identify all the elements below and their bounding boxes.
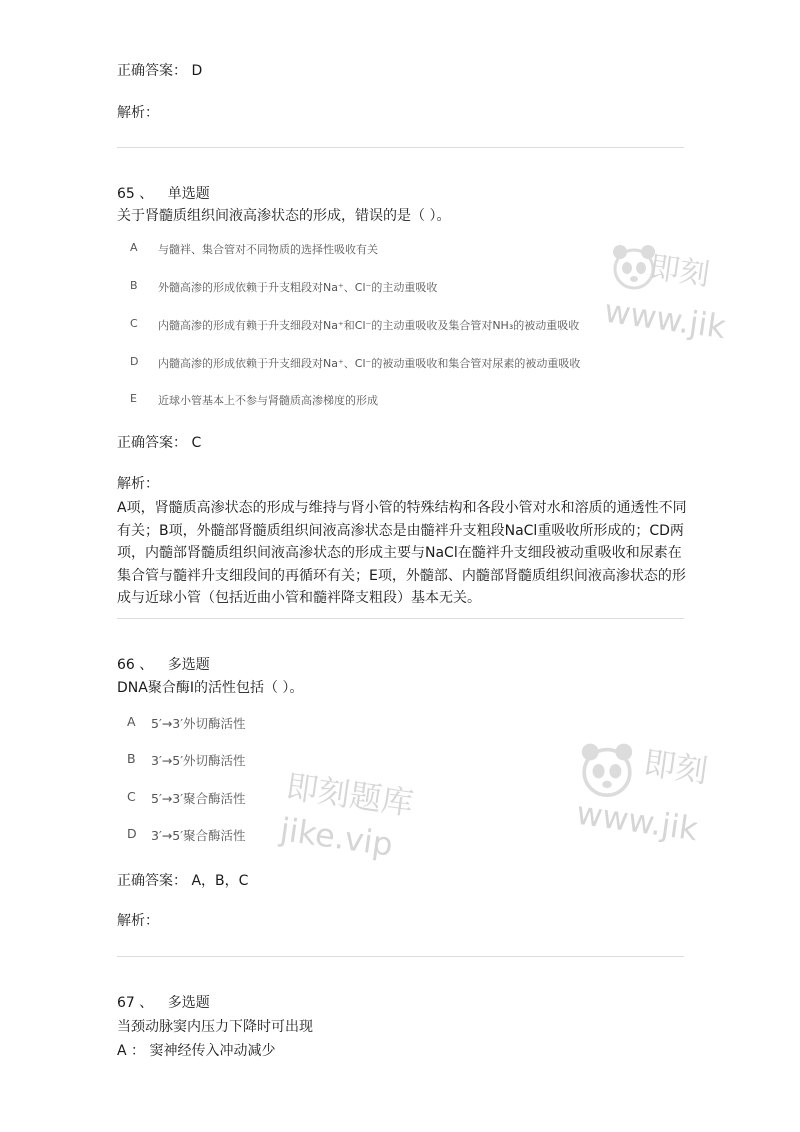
option-letter: C [130, 317, 138, 330]
question-type: 单选题 [167, 186, 210, 202]
option-text: 近球小管基本上不参与肾髓质高渗梯度的形成 [158, 394, 378, 407]
option-text: 内髓高渗的形成有赖于升支细段对Na⁺和Cl⁻的主动重吸收及集合管对NH₃的被动重吸收 [158, 319, 580, 332]
q67-header [117, 992, 210, 1014]
option-letter: A [130, 241, 138, 254]
q65-header [117, 183, 210, 205]
watermark-1 [600, 236, 729, 361]
option-text: 内髓高渗的形成依赖于升支细段对Na⁺、Cl⁻的被动重吸收和集合管对尿素的被动重吸收 [158, 357, 581, 370]
question-type: 多选题 [167, 657, 210, 673]
divider [117, 147, 684, 148]
divider [117, 618, 684, 619]
question-number: 66 、 [117, 657, 154, 673]
question-number: 67 、 [117, 995, 154, 1011]
question-type: 多选题 [167, 995, 210, 1011]
watermark-cn: 即刻题库 [283, 767, 416, 823]
answer-value: D [191, 63, 203, 79]
option-text: 与髓袢、集合管对不同物质的选择性吸收有关 [158, 243, 378, 256]
q65-answer [117, 432, 201, 454]
option-text: 3′→5′聚合酶活性 [151, 828, 246, 843]
answer-label: 正确答案： [117, 63, 187, 79]
q67-stem: 当颈动脉窦内压力下降时可出现 [117, 1019, 313, 1035]
prev-explain-label: 解析： [117, 105, 159, 121]
q66-header [117, 654, 210, 676]
option-letter: B [127, 751, 136, 766]
option-letter: C [127, 789, 136, 804]
option-text: 外髓高渗的形成依赖于升支粗段对Na⁺、Cl⁻的主动重吸收 [158, 281, 438, 294]
watermark-3 [572, 730, 711, 860]
option-text: 5′→3′聚合酶活性 [151, 791, 246, 806]
option-letter: D [127, 826, 137, 841]
watermark-url: jike.vip [277, 810, 396, 864]
prev-answer [117, 60, 202, 82]
option-letter: E [130, 392, 137, 405]
q66-stem: DNA聚合酶I的活性包括（ ）。 [117, 680, 304, 696]
q65-explanation: A项，肾髓质高渗状态的形成与维持与肾小管的特殊结构和各段小管对水和溶质的通透性不同有关；B项，外髓部肾髓质组织间液高渗状态是由髓袢升支粗段NaCl重吸收所形成的；CD两项，内髓部肾髓质组织间液高渗状态的形成主要与NaCl在髓袢升支细段被动重吸收和尿素在集合管与髓袢升支细段间的再循环有关；E项，外髓部、内髓部肾髓质组织间液高渗状态的形成与近球小管（包括近曲小管和髓袢降支粗段）基本无关。 [117, 500, 687, 606]
panda-watermark-icon [578, 740, 636, 800]
divider [117, 956, 684, 957]
watermark-cn: 即刻 [647, 249, 712, 293]
answer-label: 正确答案： [117, 435, 187, 451]
watermark-url: www.jik [573, 793, 701, 849]
q66-answer [117, 870, 248, 892]
answer-label: 正确答案： [117, 873, 187, 889]
answer-value: A，B，C [191, 873, 249, 889]
option-text: 3′→5′外切酶活性 [151, 753, 246, 768]
watermark-cn: 即刻 [641, 743, 711, 791]
q65-stem: 关于肾髓质组织间液高渗状态的形成，错误的是（ ）。 [117, 208, 451, 224]
q66-explain-label: 解析： [117, 913, 159, 929]
option-text: 5′→3′外切酶活性 [151, 716, 246, 731]
option-letter: D [130, 355, 139, 368]
answer-value: C [191, 435, 202, 451]
q65-explain-label: 解析： [117, 476, 159, 492]
question-number: 65 、 [117, 186, 154, 202]
q67-option-a[interactable]: A ： 窦神经传入冲动减少 [117, 1043, 276, 1059]
option-letter: A [127, 714, 136, 729]
option-letter: B [130, 279, 138, 292]
watermark-url: www.jik [601, 291, 729, 347]
